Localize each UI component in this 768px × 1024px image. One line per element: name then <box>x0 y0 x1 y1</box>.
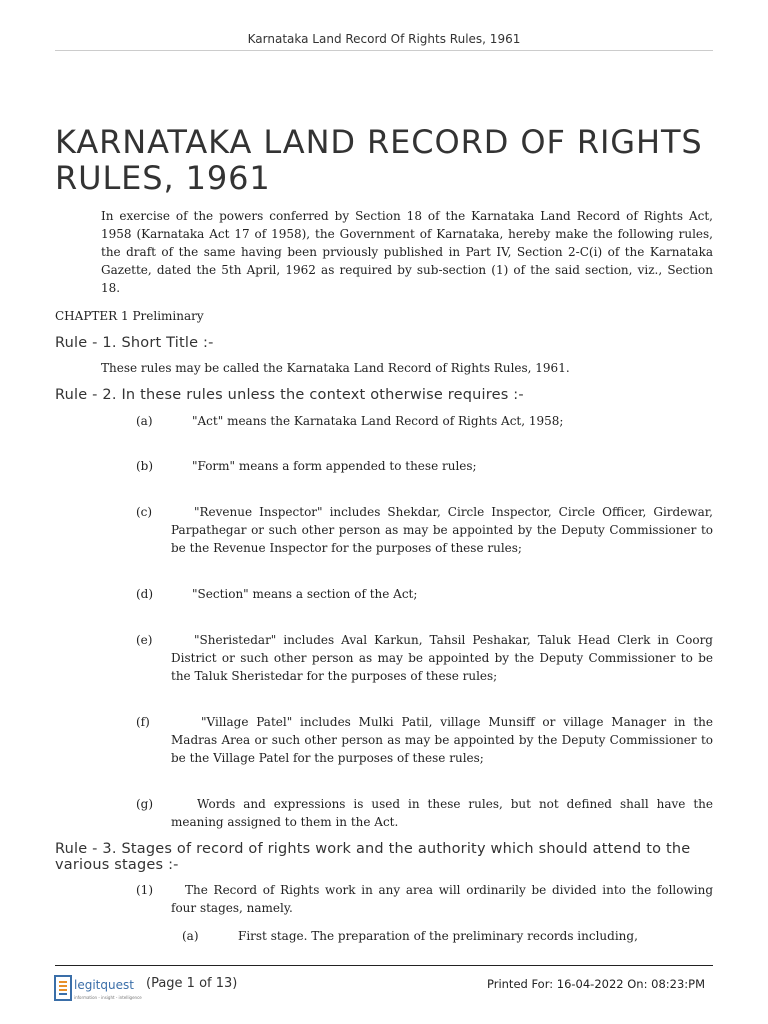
definition-text: "Sheristedar" includes Aval Karkun, Tahsil Peshakar, Taluk Head Clerk in Coorg District or such other person as may be appointed by the Deputy Commissioner to be the Taluk Sheristedar for the purposes of these rules; <box>171 633 713 683</box>
rule-2-heading: Rule - 2. In these rules unless the context otherwise requires :- <box>55 387 524 403</box>
definition-text: "Act" means the Karnataka Land Record of Rights Act, 1958; <box>192 414 564 428</box>
printed-info: Printed For: 16-04-2022 On: 08:23:PM <box>486 977 705 991</box>
preamble-paragraph: In exercise of the powers conferred by Section 18 of the Karnataka Land Record of Rights Act, 1958 (Karnataka Act 17 of 1958), the Government of Karnataka, hereby make the following rules, the draft of the same having been prviously published in Part IV, Section 2-C(i) of the Karnataka Gazette, dated the 5th April, 1962 as required by sub-section (1) of the said section, viz., Section 18. <box>101 209 713 295</box>
definition-text: "Section" means a section of the Act; <box>192 587 418 601</box>
rule-1-heading: Rule - 1. Short Title :- <box>55 335 214 351</box>
document-title: KARNATAKA LAND RECORD OF RIGHTS RULES, 1961 <box>55 123 703 197</box>
rule-3-heading: Rule - 3. Stages of record of rights work and the authority which should attend to the various stages :- <box>55 841 691 873</box>
item-number: (1) <box>136 883 153 897</box>
definition-text: Words and expressions is used in these rules, but not defined shall have the meaning assigned to them in the Act. <box>171 797 713 829</box>
header-divider <box>55 50 713 51</box>
logo-tagline: information - insight - intelligence <box>74 995 142 1000</box>
subitem-text: First stage. The preparation of the preliminary records including, <box>238 929 638 943</box>
legitquest-logo <box>54 973 146 1005</box>
definition-text: "Village Patel" includes Mulki Patil, village Munsiff or village Manager in the Madras Area or such other person as may be appointed by the Deputy Commissioner to be the Village Patel for the purposes of these rules; <box>171 715 713 765</box>
legitquest-logo-icon <box>54 973 146 1005</box>
running-header: Karnataka Land Record Of Rights Rules, 1961 <box>247 32 521 46</box>
page-count: (Page 1 of 13) <box>146 976 238 991</box>
footer-divider <box>55 965 713 966</box>
definition-number: (f) <box>136 715 150 729</box>
item-text: The Record of Rights work in any area will ordinarily be divided into the following four stages, namely. <box>171 883 713 915</box>
logo-wordmark: legitquest <box>74 978 134 992</box>
rule-1-text: These rules may be called the Karnataka Land Record of Rights Rules, 1961. <box>101 361 570 375</box>
definition-text: "Form" means a form appended to these rules; <box>192 459 477 473</box>
definition-number: (g) <box>136 797 154 811</box>
definition-number: (a) <box>136 414 153 428</box>
definition-number: (d) <box>136 587 154 601</box>
definition-number: (e) <box>136 633 153 647</box>
definition-text: "Revenue Inspector" includes Shekdar, Circle Inspector, Circle Officer, Girdewar, Parpathegar or such other person as may be appointed by the Deputy Commissioner to be the Revenue Inspector for the purposes of these rules; <box>171 505 713 555</box>
subitem-number: (a) <box>182 929 199 943</box>
definition-number: (c) <box>136 505 153 519</box>
chapter-heading: CHAPTER 1 Preliminary <box>55 309 204 323</box>
definition-number: (b) <box>136 459 154 473</box>
